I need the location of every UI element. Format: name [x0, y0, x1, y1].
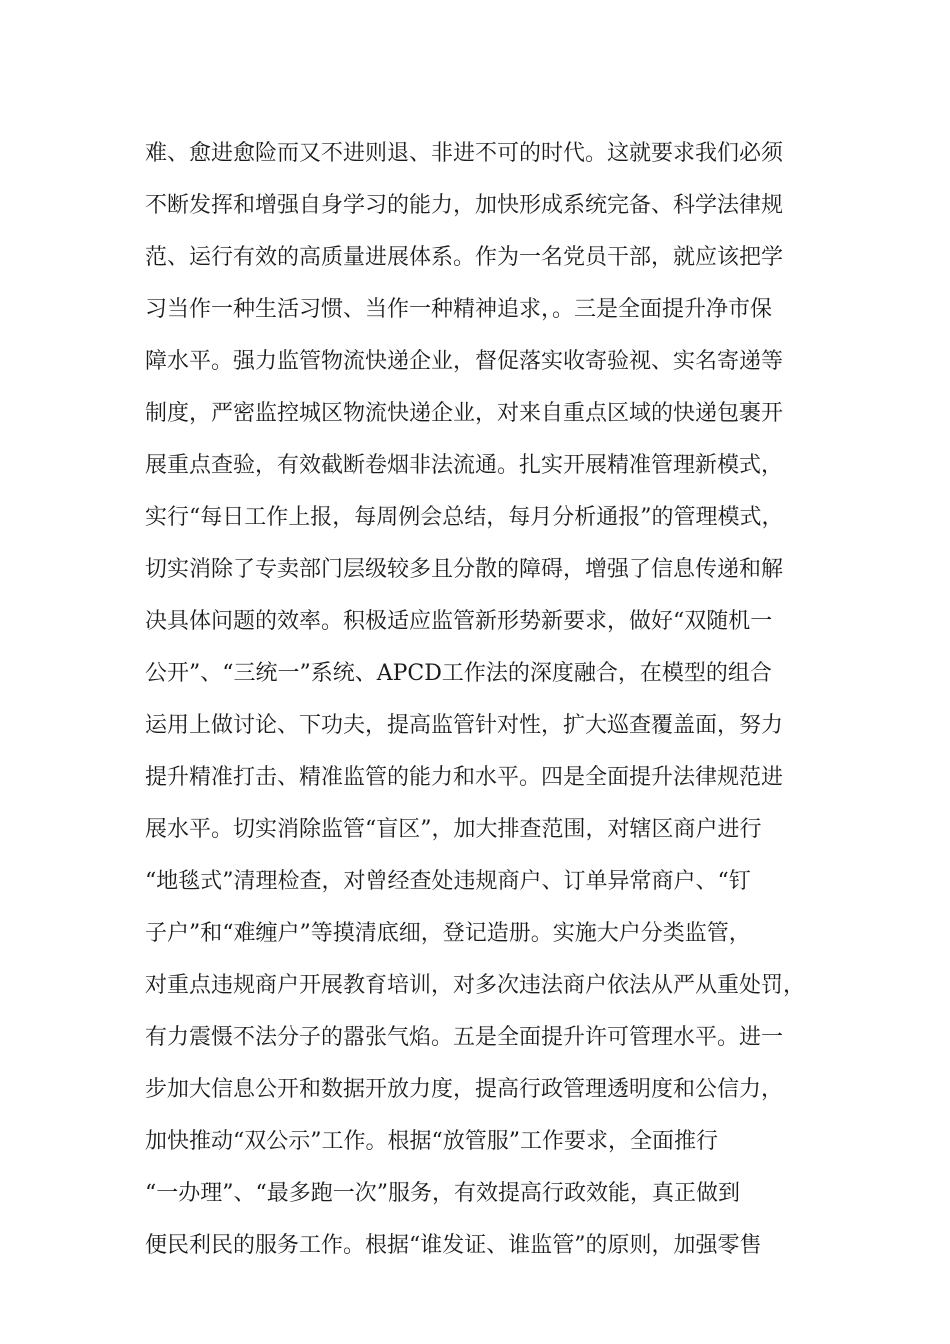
text-line-6: 制度，严密监控城区物流快递企业，对来自重点区域的快递包裹开	[145, 401, 784, 426]
text-line-3: 范、运行有效的高质量进展体系。作为一名党员干部，就应该把学	[145, 245, 784, 270]
text-line-14: 展水平。切实消除监管“盲区”，加大排查范围，对辖区商户进行	[145, 817, 762, 842]
text-line-13: 提升精准打击、精准监管的能力和水平。四是全面提升法律规范进	[145, 765, 784, 790]
body-paragraph	[145, 128, 825, 1272]
text-line-10: 决具体问题的效率。积极适应监管新形势新要求，做好“双随机一	[145, 609, 773, 634]
text-line-7: 展重点查验，有效截断卷烟非法流通。扎实开展精准管理新模式，	[145, 453, 784, 478]
text-line-18: 有力震慑不法分子的嚣张气焰。五是全面提升许可管理水平。进一	[145, 1025, 784, 1050]
text-line-9: 切实消除了专卖部门层级较多且分散的障碍，增强了信息传递和解	[145, 557, 784, 582]
text-line-1: 难、愈进愈险而又不进则退、非进不可的时代。这就要求我们必须	[145, 141, 784, 166]
text-line-2: 不断发挥和增强自身学习的能力，加快形成系统完备、科学法律规	[145, 193, 784, 218]
text-line-22: 便民利民的服务工作。根据“谁发证、谁监管”的原则，加强零售	[145, 1233, 762, 1258]
text-line-5: 障水平。强力监管物流快递企业，督促落实收寄验视、实名寄递等	[145, 349, 784, 374]
text-line-15: “地毯式”清理检查，对曾经查处违规商户、订单异常商户、“钉	[145, 869, 751, 894]
text-line-11: 公开”、“三统一”系统、APCD工作法的深度融合，在模型的组合	[145, 661, 772, 686]
text-line-17: 对重点违规商户开展教育培训，对多次违法商户依法从严从重处罚，	[145, 973, 806, 998]
text-line-19: 步加大信息公开和数据开放力度，提高行政管理透明度和公信力，	[145, 1077, 784, 1102]
text-line-21: “一办理”、“最多跑一次”服务，有效提高行政效能，真正做到	[145, 1181, 740, 1206]
text-line-4: 习当作一种生活习惯、当作一种精神追求，。三是全面提升净市保	[145, 297, 773, 322]
text-line-16: 子户”和“难缠户”等摸清底细，登记造册。实施大户分类监管，	[145, 921, 751, 946]
text-line-8: 实行“每日工作上报，每周例会总结，每月分析通报”的管理模式，	[145, 505, 784, 530]
text-line-12: 运用上做讨论、下功夫，提高监管针对性，扩大巡查覆盖面，努力	[145, 713, 784, 738]
text-line-20: 加快推动“双公示”工作。根据“放管服”工作要求，全面推行	[145, 1129, 718, 1154]
